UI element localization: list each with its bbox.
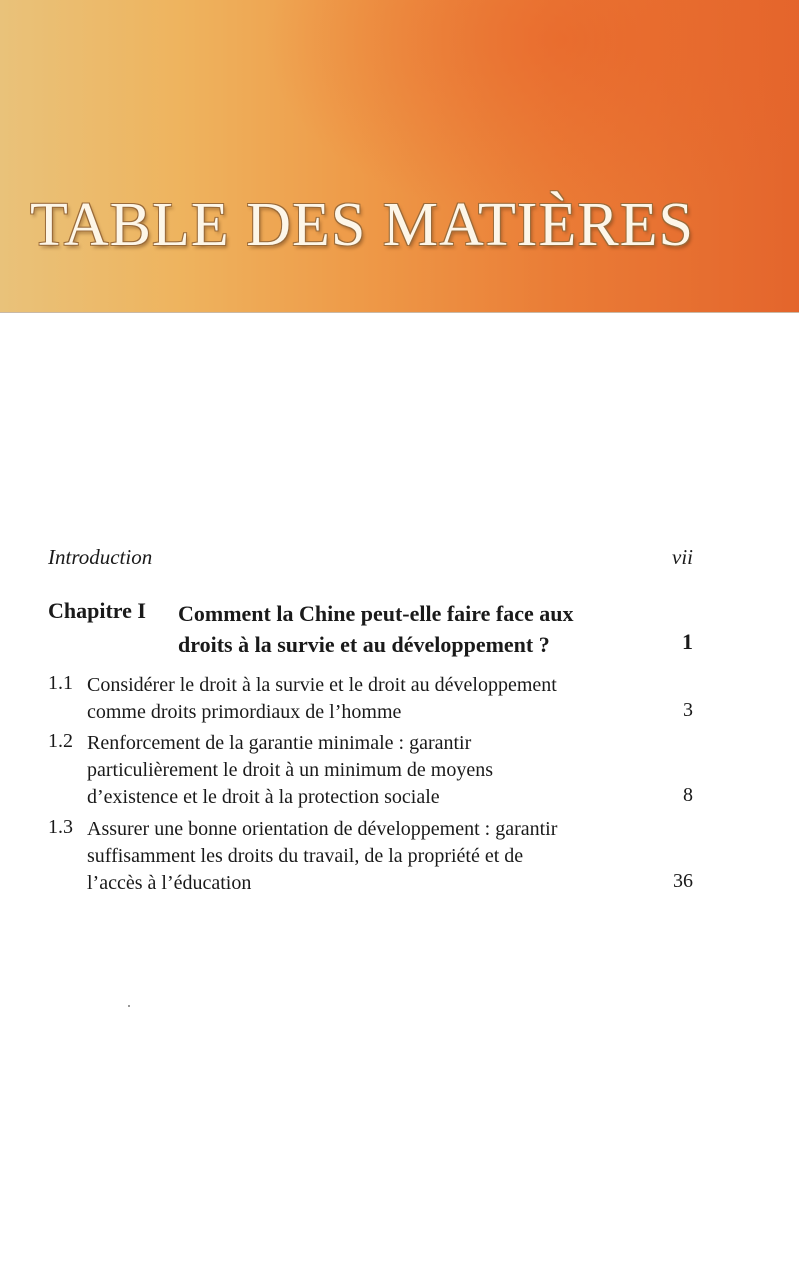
chapter-label: Chapitre I [48, 598, 146, 623]
chapter-page: 1 [682, 629, 693, 654]
toc-section-1-2 [48, 730, 693, 814]
section-title [87, 816, 647, 897]
section-title-line: l’accès à l’éducation [87, 872, 252, 894]
section-title-line: Assurer une bonne orientation de développement : garantir [87, 818, 558, 840]
header-banner [0, 0, 799, 313]
section-title [87, 730, 647, 811]
scan-speck [128, 1005, 130, 1007]
section-title-line: suffisamment les droits du travail, de la propriété et de [87, 845, 524, 867]
section-number: 1.1 [48, 672, 73, 694]
toc-entry-page: vii [672, 545, 693, 569]
section-title-line: particulièrement le droit à un minimum de moyens [87, 759, 494, 781]
section-title-line: comme droits primordiaux de l’homme [87, 701, 402, 723]
section-title-line: d’existence et le droit à la protection sociale [87, 786, 440, 808]
chapter-title [178, 598, 638, 660]
section-number: 1.2 [48, 730, 73, 752]
toc-section-1-1 [48, 672, 693, 728]
section-title [87, 672, 647, 726]
section-title-line: Considérer le droit à la survie et le droit au développement [87, 674, 557, 696]
toc-entry-title: Introduction [48, 545, 153, 569]
section-number: 1.3 [48, 816, 73, 838]
section-title-line: Renforcement de la garantie minimale : garantir [87, 732, 472, 754]
section-page: 3 [683, 699, 693, 721]
section-page: 36 [673, 870, 693, 892]
section-page: 8 [683, 784, 693, 806]
toc-section-1-3 [48, 816, 693, 900]
chapter-title-line: droits à la survie et au développement ? [178, 632, 550, 657]
toc-entry-introduction [48, 545, 693, 575]
chapter-title-line: Comment la Chine peut-elle faire face aux [178, 601, 574, 626]
page-title: TABLE DES MATIÈRES [30, 191, 695, 259]
toc-chapter-1 [48, 598, 693, 662]
